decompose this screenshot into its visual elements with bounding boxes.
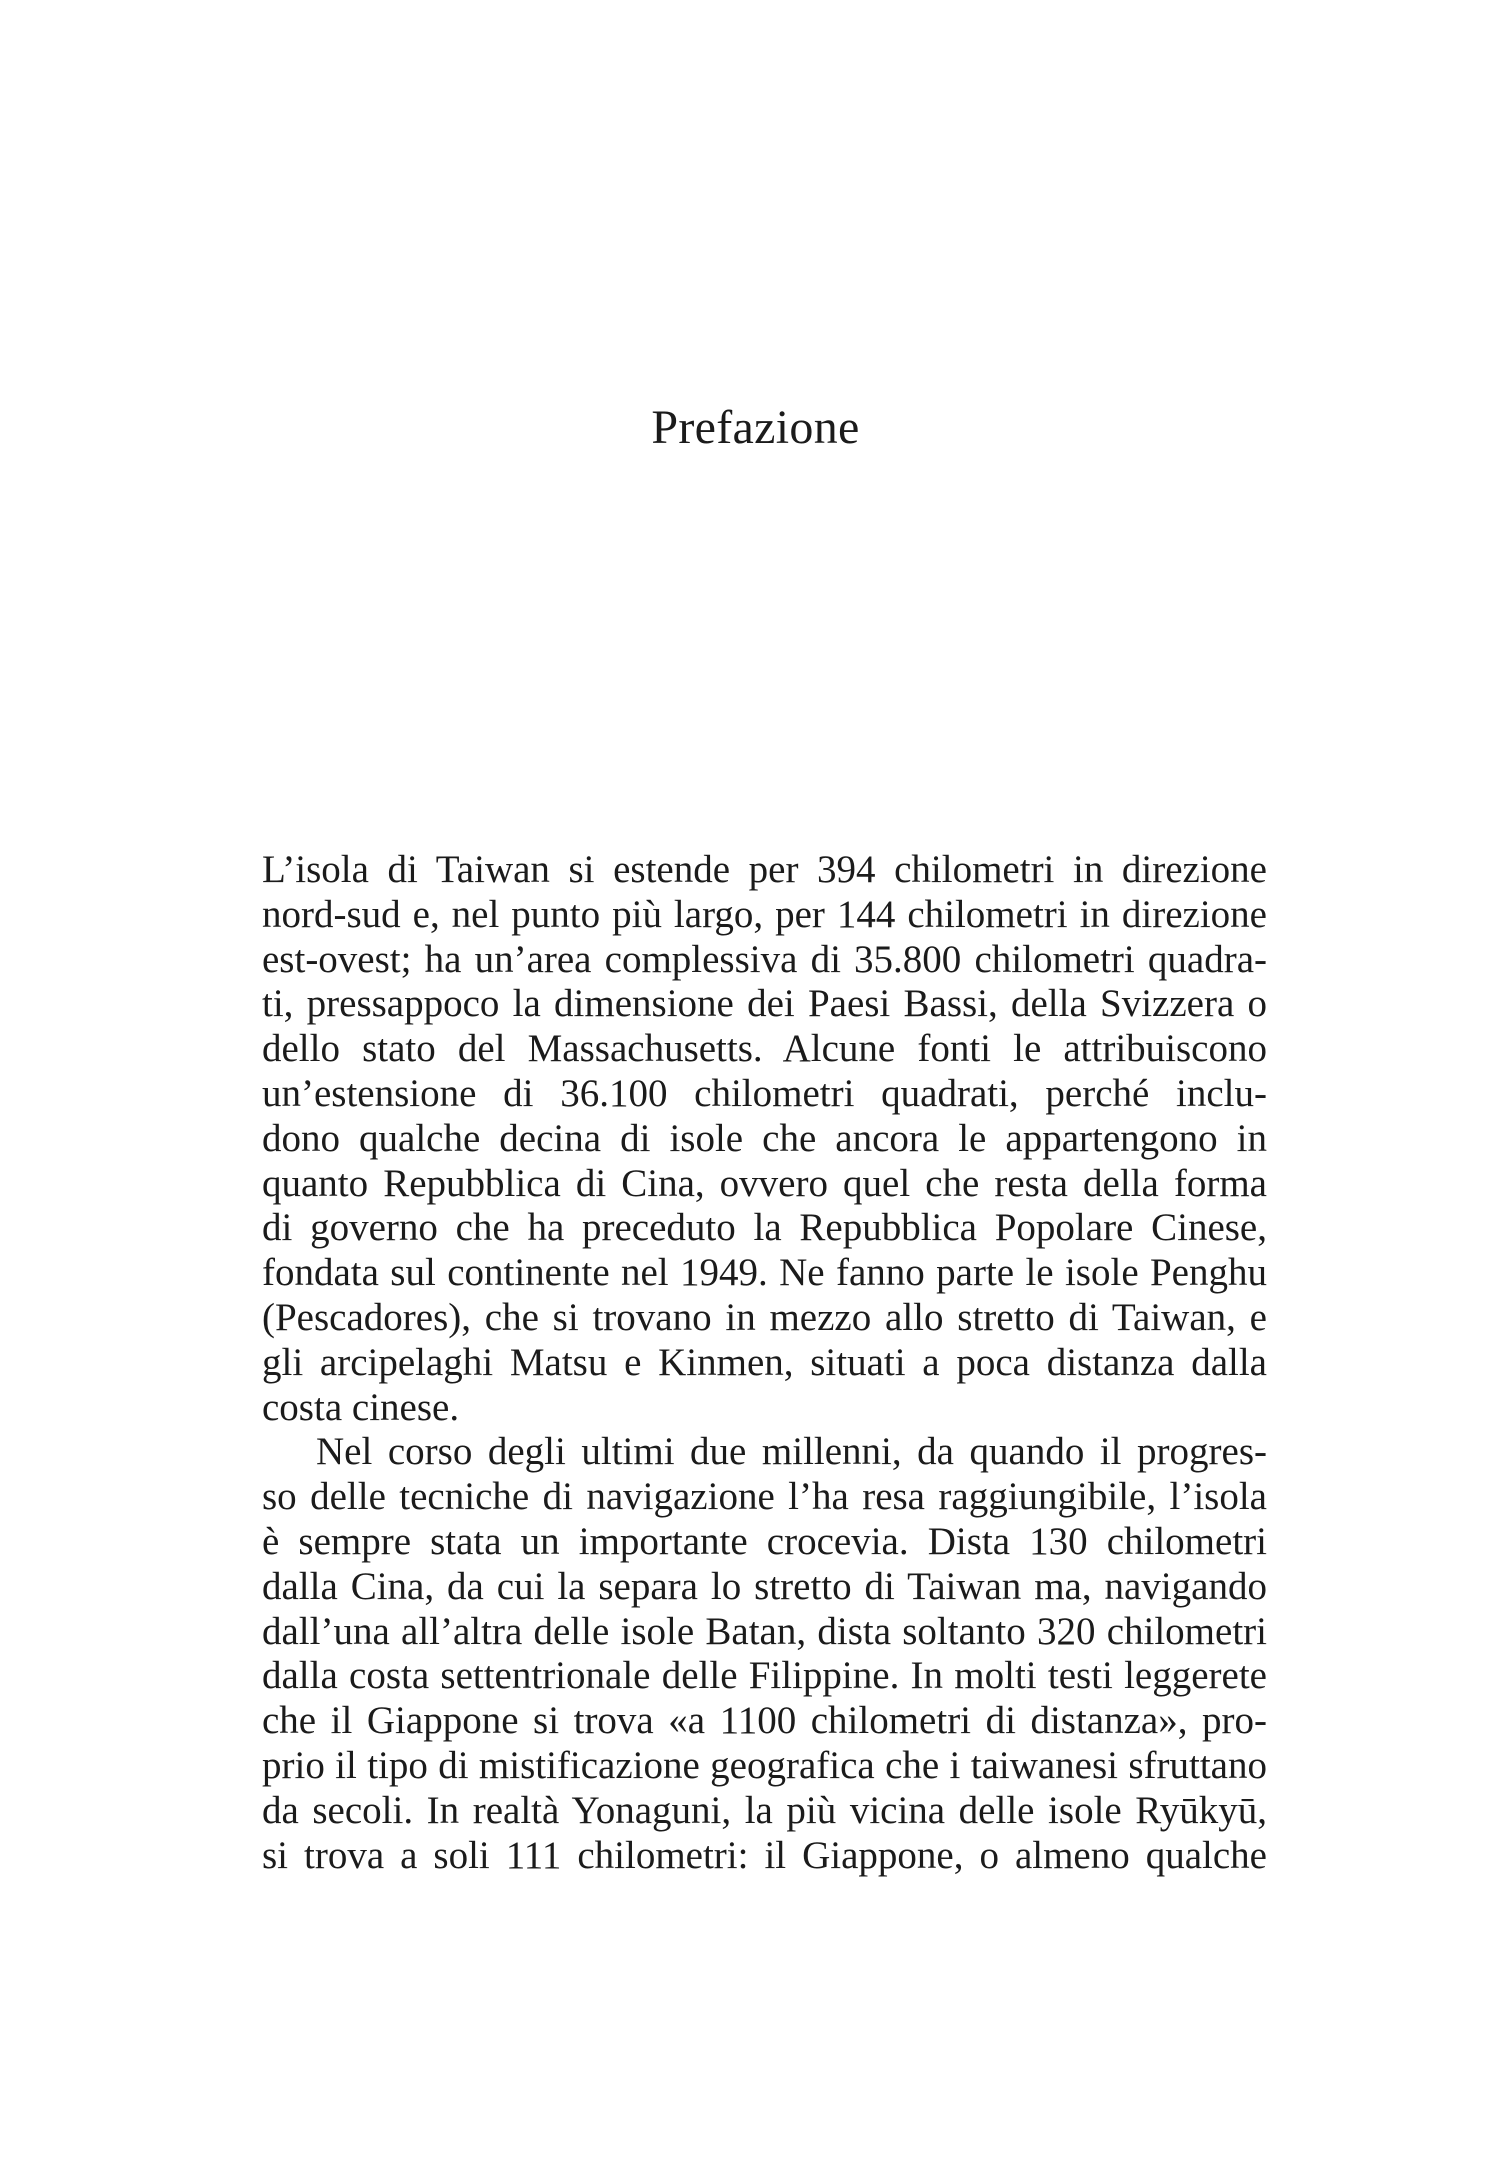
text-line: L’isola di Taiwan si estende per 394 chilometri in direzione bbox=[262, 848, 1267, 891]
text-line: Nel corso degli ultimi due millenni, da quando il progres- bbox=[316, 1430, 1267, 1474]
text-line: dono qualche decina di isole che ancora le appartengono in bbox=[262, 1116, 1267, 1160]
text-line: dello stato del Massachusetts. Alcune fonti le attribuiscono bbox=[262, 1027, 1267, 1071]
text-line: da secoli. In realtà Yonaguni, la più vicina delle isole Ryūkyū, bbox=[262, 1788, 1267, 1832]
text-line: è sempre stata un importante crocevia. Dista 130 chilometri bbox=[262, 1519, 1267, 1563]
text-line: di governo che ha preceduto la Repubblica Popolare Cinese, bbox=[262, 1206, 1267, 1250]
text-line: dalla Cina, da cui la separa lo stretto di Taiwan ma, navigando bbox=[262, 1564, 1267, 1608]
paragraph-2 bbox=[262, 1430, 1267, 1878]
text-line: ti, pressappoco la dimensione dei Paesi Bassi, della Svizzera o bbox=[262, 982, 1267, 1026]
body-text bbox=[262, 848, 1267, 1878]
text-line: costa cinese. bbox=[262, 1385, 460, 1429]
text-line: prio il tipo di mistificazione geografica che i taiwanesi sfruttano bbox=[262, 1743, 1267, 1787]
text-line: est-ovest; ha un’area complessiva di 35.800 chilometri quadra- bbox=[262, 937, 1267, 981]
text-line: quanto Repubblica di Cina, ovvero quel che resta della forma bbox=[262, 1161, 1267, 1205]
page-title: Prefazione bbox=[651, 401, 860, 454]
paragraph-1 bbox=[262, 848, 1267, 1430]
text-line: che il Giappone si trova «a 1100 chilometri di distanza», pro- bbox=[262, 1699, 1267, 1743]
text-line: un’estensione di 36.100 chilometri quadrati, perché inclu- bbox=[262, 1071, 1267, 1115]
text-line: fondata sul continente nel 1949. Ne fanno parte le isole Penghu bbox=[262, 1251, 1267, 1295]
text-line: gli arcipelaghi Matsu e Kinmen, situati a poca distanza dalla bbox=[262, 1340, 1267, 1384]
text-line: (Pescadores), che si trovano in mezzo allo stretto di Taiwan, e bbox=[262, 1295, 1267, 1339]
text-line: si trova a soli 111 chilometri: il Giappone, o almeno qualche bbox=[262, 1833, 1267, 1877]
text-line: dall’una all’altra delle isole Batan, dista soltanto 320 chilometri bbox=[262, 1609, 1267, 1653]
text-line: nord-sud e, nel punto più largo, per 144 chilometri in direzione bbox=[262, 892, 1267, 936]
text-line: so delle tecniche di navigazione l’ha resa raggiungibile, l’isola bbox=[262, 1475, 1267, 1519]
text-line: dalla costa settentrionale delle Filippine. In molti testi leggerete bbox=[262, 1654, 1267, 1698]
